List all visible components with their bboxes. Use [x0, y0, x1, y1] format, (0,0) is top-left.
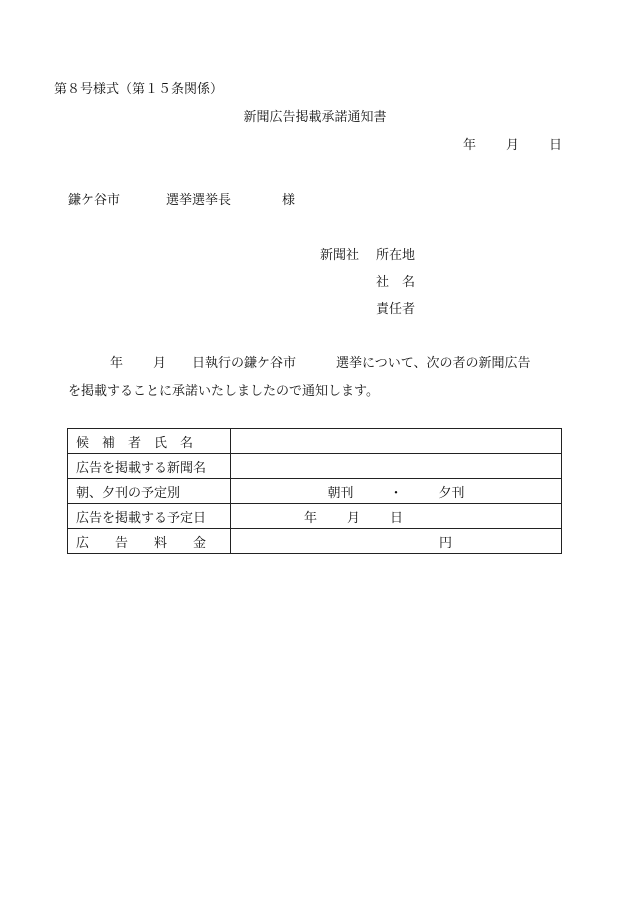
body-year: 年 [110, 356, 124, 371]
value-candidate-name [231, 429, 562, 454]
label-newspaper-name: 広告を掲載する新聞名 [68, 454, 231, 479]
date-day: 日 [549, 138, 563, 153]
sched-month: 月 [347, 510, 361, 526]
sched-year: 年 [304, 510, 318, 526]
date-year: 年 [463, 138, 477, 153]
table-row [68, 454, 562, 479]
label-ad-fee: 広 告 料 金 [68, 529, 231, 554]
table-row [68, 479, 562, 504]
body-rest: 選挙について、次の者の新聞広告 [336, 356, 531, 371]
form-number: 第８号様式（第１５条関係） [54, 82, 224, 97]
sched-day: 日 [390, 510, 404, 526]
body-day-exec: 日執行の鎌ケ谷市 [192, 356, 297, 371]
addressee-city: 鎌ケ谷市 [68, 193, 121, 208]
date-line [463, 134, 562, 153]
label-edition: 朝、夕刊の予定別 [68, 479, 231, 504]
value-edition [231, 479, 562, 504]
table-row [68, 429, 562, 454]
sender-representative: 責任者 [376, 302, 416, 317]
ad-fee-unit: 円 [439, 535, 453, 551]
label-scheduled-date: 広告を掲載する予定日 [68, 504, 231, 529]
label-candidate-name: 候 補 者 氏 名 [68, 429, 231, 454]
document-title: 新聞広告掲載承諾通知書 [243, 110, 387, 125]
body-month: 月 [153, 356, 167, 371]
edition-evening: 夕刊 [438, 485, 465, 501]
table-row [68, 529, 562, 554]
value-scheduled-date [231, 504, 562, 529]
body-line-1 [110, 352, 531, 371]
date-month: 月 [506, 138, 520, 153]
notification-table [67, 428, 562, 554]
value-ad-fee [231, 529, 562, 554]
sender-company: 社 名 [376, 275, 416, 290]
addressee-honorific: 様 [282, 193, 296, 208]
addressee-role: 選挙選挙長 [166, 193, 232, 208]
edition-morning: 朝刊 [327, 485, 354, 501]
body-line-2: を掲載することに承諾いたしましたので通知します。 [68, 384, 379, 399]
edition-separator: ・ [389, 485, 403, 501]
sender-location: 所在地 [376, 248, 416, 263]
value-newspaper-name [231, 454, 562, 479]
sender-label: 新聞社 [320, 248, 360, 263]
table-row [68, 504, 562, 529]
